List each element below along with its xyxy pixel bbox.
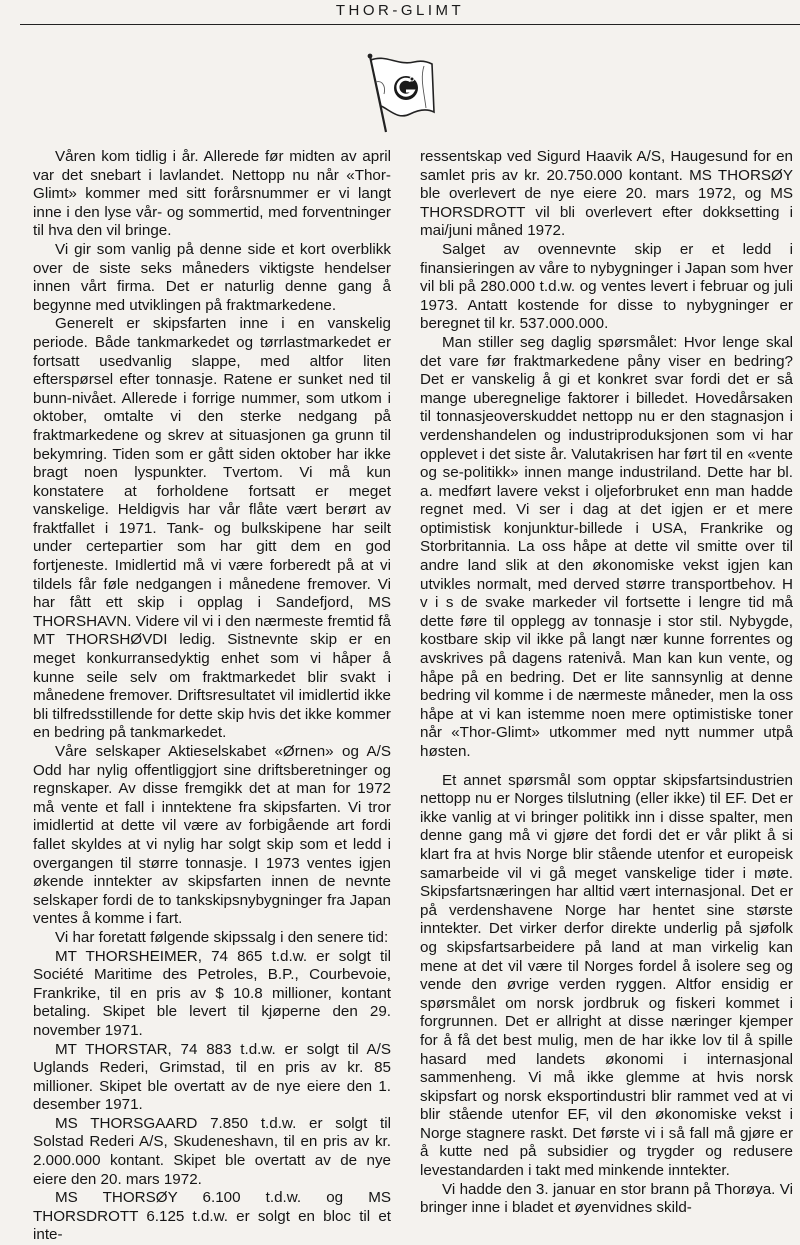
article-column-left: [33, 148, 391, 1245]
ship-sale-item: MT THORSTAR, 74 883 t.d.w. er solgt til A/S Uglands Rederi, Grimstad, til en pris av kr. 85 millioner. Skipet ble overtatt av de nye eiere den 1. desember 1971.: [33, 1040, 391, 1114]
paragraph: Våren kom tidlig i år. Allerede før midten av april var det snebart i lavlandet. Nettopp nu når «Thor-Glimt» kommer med sitt forårsnummer er vi langt inne i den lyse vår- og sommertid, med forventninger til hva den vil bringe.: [33, 148, 391, 240]
flag-logo: [364, 52, 436, 134]
paragraph: Generelt er skipsfarten inne i en vanskelig periode. Både tankmarkedet og tørrlastmarkedet er fortsatt usedvanlig slappe, med altfor liten efterspørsel efter tonnasje. Ratene er sunket ned til bunn-nivået. Allerede i forrige nummer, som utkom i oktober, omtalte vi den sterke nedgang på fraktmarkedene og skrev at situasjonen ga grunn til bekymring. Tiden som er gått siden oktober har ikke bragt noen lyspunkter. Tvertom. Vi må kun konstatere at forholdene fortsatt er meget vanskelige. Heldigvis har vår flåte vært berørt av fraktfallet i 1971. Tank- og bulkskipene har seilt under certepartier som har gitt dem en god fortjeneste. Imidlertid må vi være forberedt på at vi tildels får føle nedgangen i månedene fremover. Vi har fått ett skip i opplag i Sandefjord, MS THORSHAVN. Videre vil vi i den nærmeste fremtid få MT THORSHØVDI ledig. Sistnevnte skip er en meget konkurransedyktig enhet som vi håper å kunne seile selv om fraktmarkedet blir svakt i månedene fremover. Driftsresultatet vil imidlertid ikke bli tilfredsstillende for dette skip hvis det ikke kommer en bedring på tankmarkedet.: [33, 315, 391, 742]
paragraph: Våre selskaper Aktieselskabet «Ørnen» og A/S Odd har nylig offentliggjort sine driftsberetninger og regnskaper. Av disse fremgikk det at man for 1972 må vente et fall i inntektene fra skipsfarten. Vi tror imidlertid at dette vil være av forbigående art fordi fallet skyldes at vi nylig har solgt skip som et ledd i overgangen til større tonnasje. I 1973 ventes igjen økende inntekter av skipsfarten innen de nevnte selskaper fordi de to tankskipsnybygninger fra Japan ventes å komme i fart.: [33, 743, 391, 928]
paragraph: Vi gir som vanlig på denne side et kort overblikk over de siste seks måneders viktigste hendelser innen vårt firma. Det er naturlig denne gang å begynne med utviklingen på fraktmarkedene.: [33, 240, 391, 314]
flag-with-letter-G-icon: [364, 52, 436, 134]
paragraph: Vi har foretatt følgende skipssalg i den senere tid:: [55, 928, 389, 946]
header-divider: [20, 24, 800, 25]
paragraph: Vi hadde den 3. januar en stor brann på Thorøya. Vi bringer inne i bladet et øyenvidnes skild-: [420, 1180, 793, 1217]
paragraph: Man stiller seg daglig spørsmålet: Hvor lenge skal det vare før fraktmarkedene påny viser en bedring? Det er vanskelig å gi et konkret svar fordi det er så mange uberegnelige faktorer i billedet. Hovedårsaken til tonnasjeoverskuddet nettopp nu er den stagnasjon i verdenshandelen og industriproduksjonen som vi har opplevet i det siste år. Valutakrisen har ført til en «vente og se-politikk» innen mange industriland. Dette har bl. a. medført lavere vekst i oljeforbruket enn man hadde regnet med. Vi ser i dag at det igjen er et mere optimistisk konjunktur-billede i USA, Frankrike og Storbritannia. La oss håpe at dette vil smitte over til andre land slik at den økonomiske vekst igjen kan utvikles normalt, med derved større transportbehov. H v i s de svake markeder vil fortsette i lengre tid må dette føre til opplegg av tonnasje i stor stil. Nybygde, kostbare skip vil ikke på langt nær kunne forrentes og avskrives på dagens ratenivå. Man kan kun vente, og håpe på en bedring. Det er lite sannsynlig at denne bedring vil komme i de nærmeste måneder, men la oss håpe at vi kan istemme noen mere optimistiske toner når «Thor-Glimt» utkommer med nytt nummer utpå høsten.: [420, 333, 793, 760]
paragraph-continued: ressentskap ved Sigurd Haavik A/S, Haugesund for en samlet pris av kr. 20.750.000 kontant. MS THORSØY ble overlevert de nye eiere 20. mars 1972, og MS THORSDROTT vil bli overlevert efter dokksetting i mai/juni måned 1972.: [420, 148, 793, 240]
paragraph: Salget av ovennevnte skip er et ledd i finansieringen av våre to nybygninger i Japan som hver vil bli på 280.000 t.d.w. og ventes levert i februar og juli 1973. Antatt kostende for disse to nybygninger er beregnet til kr. 537.000.000.: [420, 240, 793, 333]
ship-sale-item: MS THORSØY 6.100 t.d.w. og MS THORSDROTT 6.125 t.d.w. er solgt en bloc til et inte-: [33, 1189, 391, 1244]
paragraph: Et annet spørsmål som opptar skipsfartsindustrien nettopp nu er Norges tilslutning (eller ikke) til EF. Det er ikke vanlig at vi bringer politikk inn i disse spalter, men denne gang må vi gjøre det fordi det er vår plikt å si klart fra at hvis Norge blir stående utenfor et europeisk samarbeide vil vi gå meget vanskelige tider i møte. Skipsfartsnæringen har alltid vært internasjonal. Det er på verdenshavene Norge har hentet sine største inntekter. Det virker derfor direkte underlig på sjøfolk og skipsfartsarbeidere på land at man virkelig kan mene at det vil være til Norges fordel å isolere seg og vende den øvrige verden ryggen. Altfor ensidig er spørsmålet om norsk jordbruk og fiskeri kommet i forgrunnen. Det er allright at disse næringer kjemper for å få det best mulig, men de har ikke lov til å spille hasard med landets økonomi i internasjonal sammenheng. Vi må ikke glemme at hvis norsk skipsfart og norsk eksportindustri blir rammet ved at vi blir stående utenfor EF, vil den økonomiske vekst i Norge stagnere raskt. Det første vi i så fall må gjøre er å kutte ned på subsidier og trygder og redusere levestandarden i takt med minkende inntekter.: [420, 771, 793, 1180]
ship-sale-item: MS THORSGAARD 7.850 t.d.w. er solgt til Solstad Rederi A/S, Skudeneshavn, til en pris av kr. 2.000.000 kontant. Skipet ble overtatt av de nye eiere den 20. mars 1972.: [33, 1114, 391, 1188]
ship-sale-item: MT THORSHEIMER, 74 865 t.d.w. er solgt til Société Maritime des Petroles, B.P., Courbevoie, Frankrike, til en pris av $ 10.8 millioner, kontant betaling. Skipet ble levert til kjøperne den 29. november 1971.: [33, 947, 391, 1039]
article-column-right: [420, 148, 793, 1218]
magazine-title: THOR-GLIMT: [335, 2, 465, 19]
